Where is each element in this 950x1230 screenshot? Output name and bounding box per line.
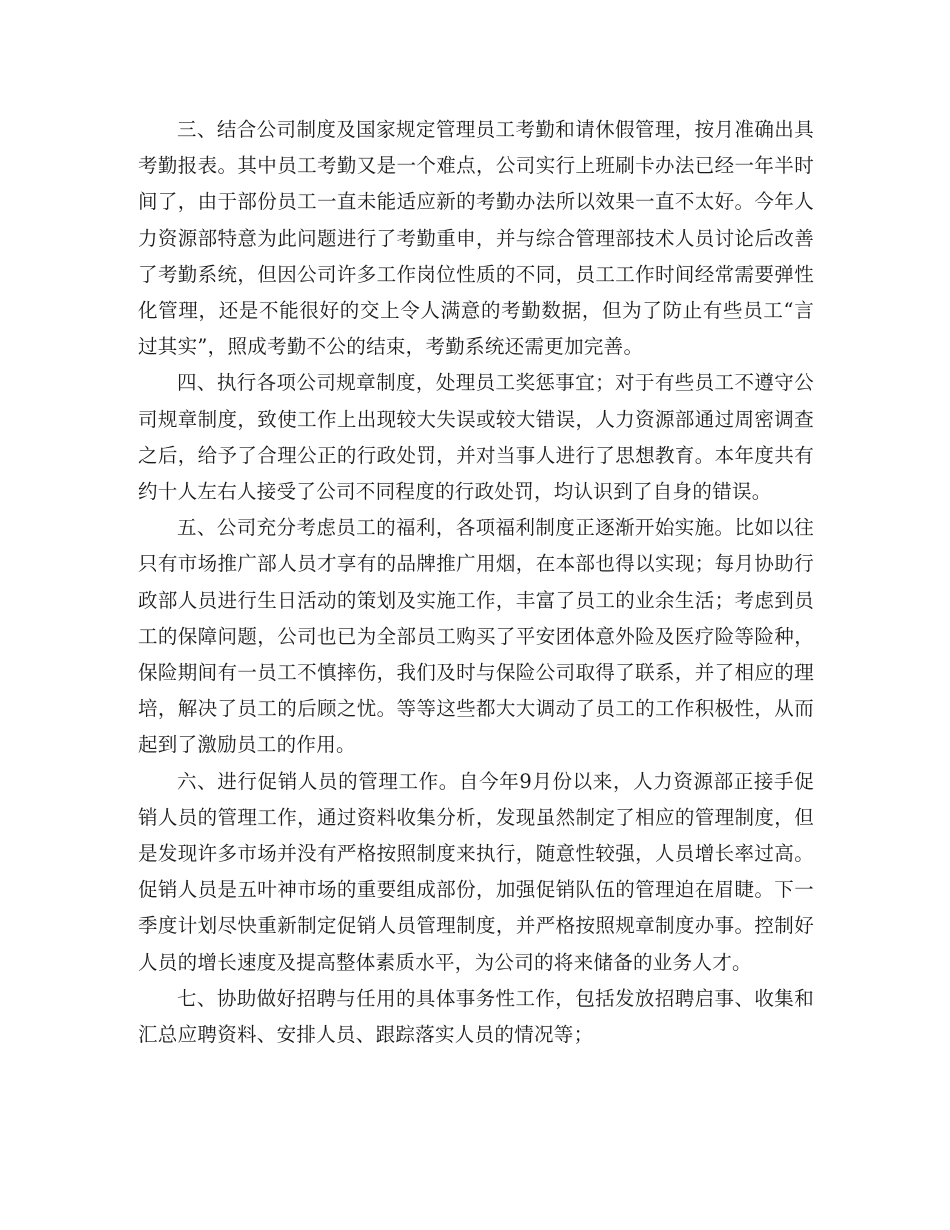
paragraph-attendance-management: 三、结合公司制度及国家规定管理员工考勤和请休假管理，按月准确出具考勤报表。其中员工考勤又是一个难点，公司实行上班刷卡办法已经一年半时间了，由于部份员工一直未能适应新的考勤办法所以效果一直不太好。今年人力资源部特意为此问题进行了考勤重申，并与综合管理部技术人员讨论后改善了考勤系统，但因公司许多工作岗位性质的不同，员工工作时间经常需要弹性化管理，还是不能很好的交上令人满意的考勤数据，但为了防止有些员工“言过其实”，照成考勤不公的结束，考勤系统还需更加完善。 [138,118,814,359]
paragraph-employee-welfare: 五、公司充分考虑员工的福利，各项福利制度正逐渐开始实施。比如以往只有市场推广部人员才享有的品牌推广用烟，在本部也得以实现；每月协助行政部人员进行生日活动的策划及实施工作，丰富了员工的业余生活；考虑到员工的保障问题，公司也已为全部员工购买了平安团体意外险及医疗险等险种，保险期间有一员工不慎摔伤，我们及时与保险公司取得了联系，并了相应的理培，解决了员工的后顾之忧。等等这些都大大调动了员工的工作积极性，从而起到了激励员工的作用。 [138,516,814,757]
paragraph-recruitment-assistance: 七、协助做好招聘与任用的具体事务性工作，包括发放招聘启事、收集和汇总应聘资料、安排人员、跟踪落实人员的情况等； [138,986,814,1047]
paragraph-rules-and-discipline: 四、执行各项公司规章制度，处理员工奖惩事宜；对于有些员工不遵守公司规章制度，致使工作上出现较大失误或较大错误，人力资源部通过周密调查之后，给予了合理公正的行政处罚，并对当事人进行了思想教育。本年度共有约十人左右人接受了公司不同程度的行政处罚，均认识到了自身的错误。 [138,371,814,504]
document-body [138,112,814,1053]
paragraph-promoter-management: 六、进行促销人员的管理工作。自今年9月份以来，人力资源部正接手促销人员的管理工作，通过资料收集分析，发现虽然制定了相应的管理制度，但是发现许多市场并没有严格按照制度来执行，随意性较强，人员增长率过高。促销人员是五叶神市场的重要组成部份，加强促销队伍的管理迫在眉睫。下一季度计划尽快重新制定促销人员管理制度，并严格按照规章制度办事。控制好人员的增长速度及提高整体素质水平，为公司的将来储备的业务人才。 [138,769,814,974]
